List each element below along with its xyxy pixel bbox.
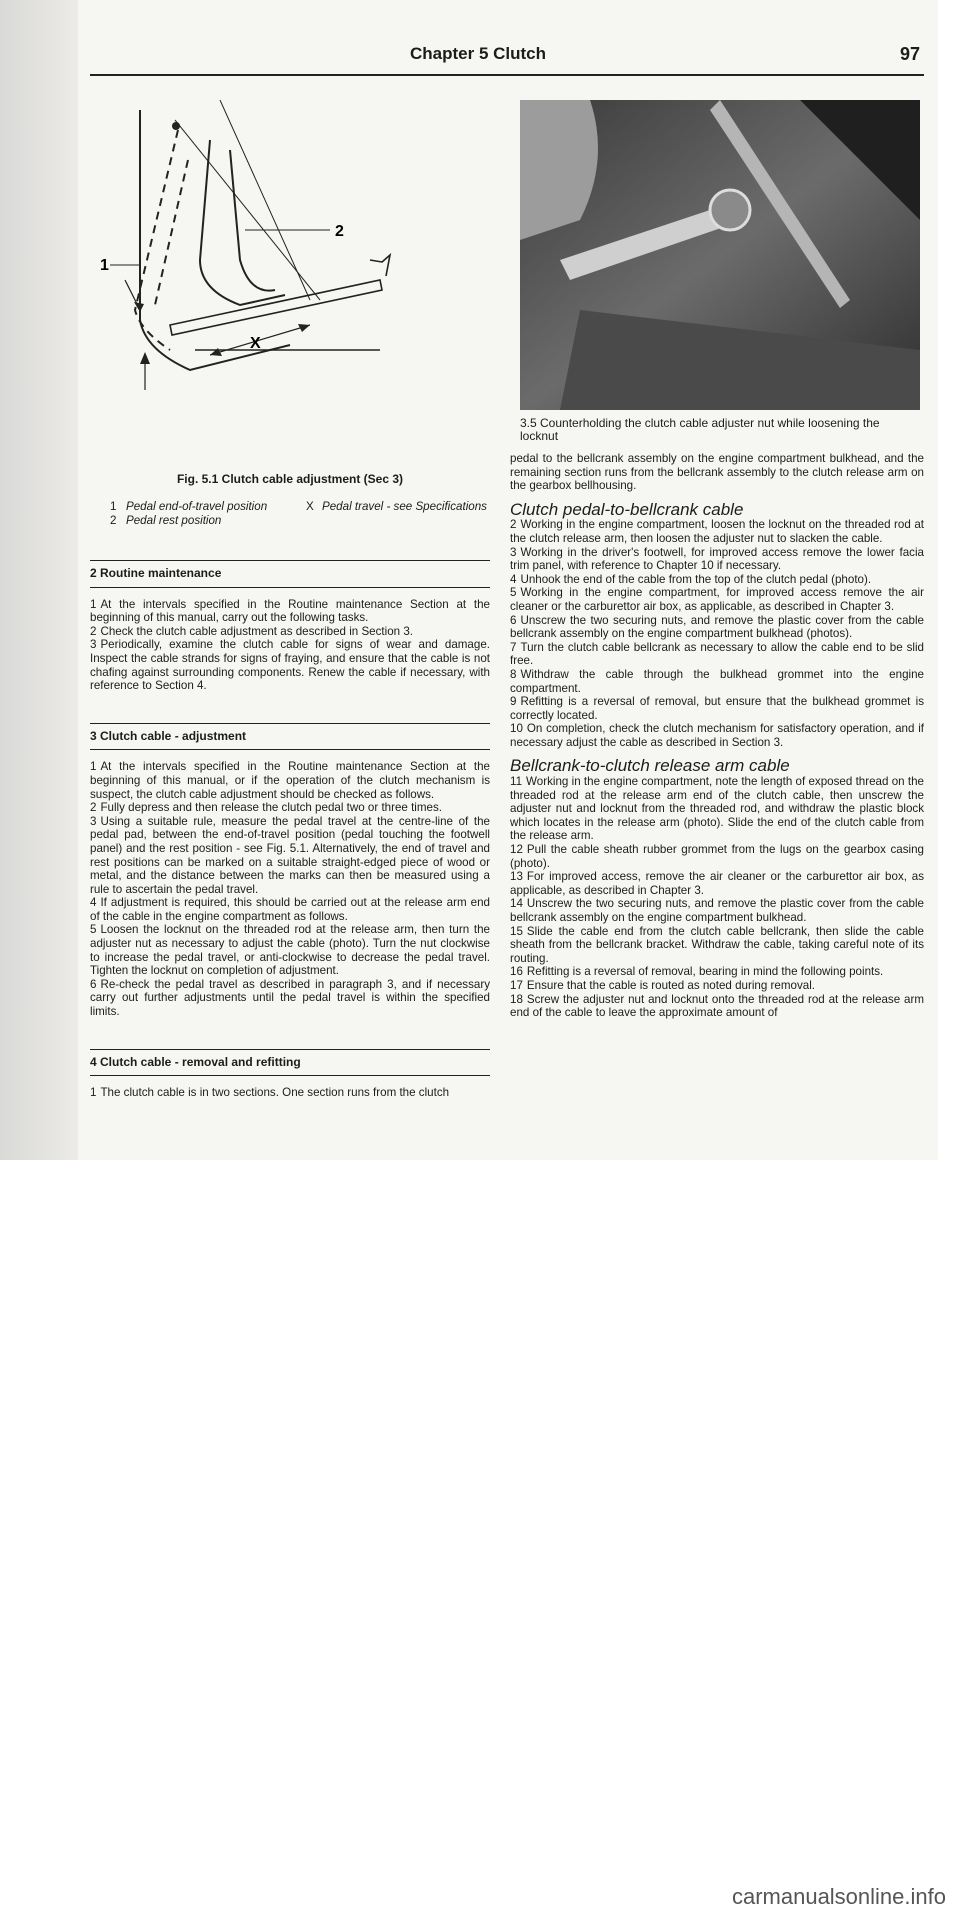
pedal-to-bellcrank-paras bbox=[510, 518, 924, 749]
paragraph-text: Unhook the end of the cable from the top of the clutch pedal (photo). bbox=[520, 572, 872, 586]
ruler-end bbox=[370, 255, 390, 276]
page-number: 97 bbox=[899, 44, 920, 64]
paragraph-text: Using a suitable rule, measure the pedal travel at the centre-line of the pedal pad, between the end-of-travel position (pedal touching the footwell panel) and the rest position - see Fig. 5.1. Alternatively, the end of travel and rest positions can be marked on a suitable straight-edged piece of wood or metal, and the distance between the marks can then be measured using a rule to ascertain the pedal travel. bbox=[90, 814, 490, 896]
paragraph-number: 16 bbox=[510, 965, 523, 979]
paragraph-number: 7 bbox=[510, 640, 517, 654]
pedal-arm-travel bbox=[135, 130, 178, 350]
paragraph-text: Check the clutch cable adjustment as described in Section 3. bbox=[100, 624, 414, 638]
pedal-arm-rest-inner bbox=[200, 140, 285, 305]
paragraph-number: 8 bbox=[510, 667, 517, 681]
paragraph-number: 6 bbox=[90, 977, 97, 991]
paragraph bbox=[510, 925, 924, 966]
paragraph-number: 4 bbox=[510, 572, 517, 586]
paragraph-text: Withdraw the cable through the bulkhead grommet into the engine compartment. bbox=[510, 667, 924, 695]
routine-paras bbox=[90, 598, 490, 693]
paragraph bbox=[510, 573, 924, 587]
paragraph bbox=[90, 801, 490, 815]
photo-illustration bbox=[520, 100, 920, 410]
paragraph-number: 5 bbox=[90, 923, 97, 937]
paragraph-number: 15 bbox=[510, 924, 523, 938]
page-header bbox=[90, 44, 924, 76]
watermark: carmanualsonline.info bbox=[731, 1884, 946, 1909]
paragraph bbox=[90, 1086, 490, 1100]
adjustment-paras bbox=[90, 760, 490, 1018]
paragraph-number: 3 bbox=[90, 638, 97, 652]
arrowhead-rest bbox=[140, 352, 150, 364]
legend-row: 2 Pedal rest position bbox=[110, 513, 222, 527]
paragraph-number: 13 bbox=[510, 870, 523, 884]
chapter-title: Chapter 5 Clutch bbox=[410, 44, 547, 63]
callout-x: X bbox=[250, 335, 261, 352]
paragraph bbox=[510, 641, 924, 668]
paragraph-number: 18 bbox=[510, 992, 523, 1006]
section-title-removal: 4 Clutch cable - removal and refitting bbox=[90, 1049, 490, 1077]
paragraph-text: Screw the adjuster nut and locknut onto the threaded rod at the release arm end of the cable to leave the approximate amount of bbox=[510, 992, 924, 1020]
subhead-pedal-to-bellcrank: Clutch pedal-to-bellcrank cable bbox=[510, 499, 744, 519]
removal-paras bbox=[90, 1086, 490, 1100]
paragraph bbox=[90, 923, 490, 977]
paragraph bbox=[510, 586, 924, 613]
paragraph bbox=[510, 668, 924, 695]
paragraph-text: Ensure that the cable is routed as noted during removal. bbox=[526, 978, 815, 992]
clutch-pedal-diagram bbox=[100, 100, 480, 460]
paragraph-number: 4 bbox=[90, 896, 97, 910]
paragraph-number: 12 bbox=[510, 843, 523, 857]
paragraph-text: Re-check the pedal travel as described in paragraph 3, and if necessary carry out further adjustments until the pedal travel is within the specified limits. bbox=[90, 977, 490, 1019]
figure-legend bbox=[110, 500, 490, 527]
paragraph bbox=[510, 993, 924, 1020]
paragraph bbox=[90, 638, 490, 692]
paragraph bbox=[510, 897, 924, 924]
paragraph-number: 2 bbox=[90, 624, 97, 638]
paragraph bbox=[510, 614, 924, 641]
paragraph bbox=[90, 625, 490, 639]
paragraph bbox=[90, 760, 490, 801]
paragraph-text: Unscrew the two securing nuts, and remove the plastic cover from the cable bellcrank assembly on the engine compartment bulkhead. bbox=[510, 897, 924, 924]
paragraph-text: Working in the engine compartment, note the length of exposed thread on the threaded rod at the release arm end of the clutch cable, then unscrew the adjuster nut and locknut from the threaded rod, and withdraw the plastic block which locates in the release arm (photo). Slide the end of the clutch cable from the release arm. bbox=[510, 775, 924, 843]
paragraph-number: 2 bbox=[90, 801, 97, 815]
paragraph-text: Working in the engine compartment, loosen the locknut on the threaded rod at the clutch release arm, then loosen the adjuster nut to slacken the cable. bbox=[510, 518, 924, 545]
paragraph-text: Refitting is a reversal of removal, but ensure that the bulkhead grommet is correctly located. bbox=[510, 695, 924, 722]
page-edge-shadow bbox=[0, 0, 78, 1160]
paragraph bbox=[510, 979, 924, 993]
paragraph bbox=[510, 870, 924, 897]
paragraph-number: 10 bbox=[510, 722, 523, 736]
ruler bbox=[170, 280, 382, 335]
paragraph-text: Working in the engine compartment, for improved access remove the air cleaner or the carburettor air box, as applicable, as described in Chapter 3. bbox=[510, 586, 924, 613]
leader-right bbox=[220, 100, 310, 300]
paragraph-text: Fully depress and then release the clutch pedal two or three times. bbox=[100, 801, 443, 815]
paragraph-text: On completion, check the clutch mechanism for satisfactory operation, and if necessary adjust the cable as described in Section 3. bbox=[510, 722, 924, 749]
right-intro-para: pedal to the bellcrank assembly on the engine compartment bulkhead, and the remaining section runs from the bellcrank assembly to the clutch release arm on the gearbox bellhousing. bbox=[510, 452, 924, 493]
callout-1: 1 bbox=[100, 257, 109, 274]
paragraph-text: For improved access, remove the air cleaner or the carburettor air box, as applicable, as described in Chapter 3. bbox=[510, 870, 924, 897]
paragraph-text: Pull the cable sheath rubber grommet from the lugs on the gearbox casing (photo). bbox=[510, 843, 924, 870]
paragraph-text: Refitting is a reversal of removal, bearing in mind the following points. bbox=[526, 965, 884, 979]
paragraph-number: 5 bbox=[510, 586, 517, 600]
paragraph bbox=[90, 598, 490, 625]
paragraph-number: 2 bbox=[510, 518, 517, 532]
paragraph-text: The clutch cable is in two sections. One section runs from the clutch bbox=[100, 1086, 450, 1100]
paragraph-text: Turn the clutch cable bellcrank as necessary to allow the cable end to be slid free. bbox=[510, 640, 924, 668]
subhead-bellcrank-to-release: Bellcrank-to-clutch release arm cable bbox=[510, 756, 790, 776]
nut-shape bbox=[710, 190, 750, 230]
pivot-point bbox=[172, 122, 180, 130]
paragraph-number: 3 bbox=[510, 545, 517, 559]
paragraph-text: Unscrew the two securing nuts, and remove the plastic cover from the cable bellcrank assembly on the engine compartment bulkhead (photos). bbox=[510, 613, 924, 641]
paragraph bbox=[510, 843, 924, 870]
callout-2: 2 bbox=[335, 223, 344, 240]
paragraph bbox=[90, 815, 490, 897]
paragraph-number: 6 bbox=[510, 613, 517, 627]
photo-caption: 3.5 Counterholding the clutch cable adjuster nut while loosening the locknut bbox=[520, 416, 880, 443]
paragraph-number: 3 bbox=[90, 814, 97, 828]
paragraph-number: 1 bbox=[90, 597, 97, 611]
paragraph bbox=[90, 896, 490, 923]
paragraph-number: 1 bbox=[90, 760, 97, 774]
legend-row: 1 Pedal end-of-travel position X Pedal travel - see Specifications bbox=[110, 500, 487, 513]
section-title-routine: 2 Routine maintenance bbox=[90, 560, 490, 588]
section-title-adjustment: 3 Clutch cable - adjustment bbox=[90, 723, 490, 751]
left-column bbox=[90, 560, 490, 1100]
paragraph-text: Periodically, examine the clutch cable for signs of wear and damage. Inspect the cable strands for signs of fraying, and ensure that the cable is not chafing against surrounding components. Renew the cable if necessary, with reference to Section 4. bbox=[90, 638, 490, 693]
paragraph-text: Loosen the locknut on the threaded rod at the release arm, then turn the adjuster nut as necessary to adjust the cable (photo). Turn the nut clockwise to increase the pedal travel, or anti-clockwise to decrease the pedal travel. Tighten the locknut on completion of adjustment. bbox=[90, 923, 490, 978]
paragraph-text: If adjustment is required, this should be carried out at the release arm end of the cable in the engine compartment as follows. bbox=[90, 896, 490, 923]
paragraph bbox=[510, 518, 924, 545]
paragraph-text: Slide the cable end from the clutch cable bellcrank, then slide the cable sheath from the bellcrank bracket. Withdraw the cable, taking careful note of its routing. bbox=[510, 924, 924, 965]
paragraph-text: At the intervals specified in the Routine maintenance Section at the beginning of this manual, carry out the following tasks. bbox=[90, 597, 490, 625]
paragraph-number: 14 bbox=[510, 897, 523, 911]
pedal-arm-rest bbox=[140, 110, 290, 370]
paragraph-number: 11 bbox=[510, 775, 523, 789]
paragraph-text: Working in the driver's footwell, for improved access remove the lower facia trim panel, with reference to Chapter 10 if necessary. bbox=[510, 545, 924, 573]
paragraph bbox=[510, 695, 924, 722]
pedal-arm-travel-2 bbox=[155, 160, 188, 305]
paragraph-text: At the intervals specified in the Routine maintenance Section at the beginning of this manual, or if the operation of the clutch mechanism is suspect, the clutch cable adjustment should be checked as follows. bbox=[90, 760, 490, 801]
bellcrank-to-release-paras bbox=[510, 775, 924, 1020]
right-column bbox=[510, 452, 924, 1020]
paragraph bbox=[510, 722, 924, 749]
paragraph-number: 9 bbox=[510, 695, 517, 709]
paragraph bbox=[510, 775, 924, 843]
figure-caption: Fig. 5.1 Clutch cable adjustment (Sec 3) bbox=[176, 472, 404, 486]
paragraph bbox=[510, 546, 924, 573]
paragraph bbox=[510, 965, 924, 979]
engine-photo bbox=[520, 100, 920, 410]
paragraph-number: 1 bbox=[90, 1086, 97, 1100]
paragraph-number: 17 bbox=[510, 978, 523, 992]
paragraph bbox=[90, 978, 490, 1019]
